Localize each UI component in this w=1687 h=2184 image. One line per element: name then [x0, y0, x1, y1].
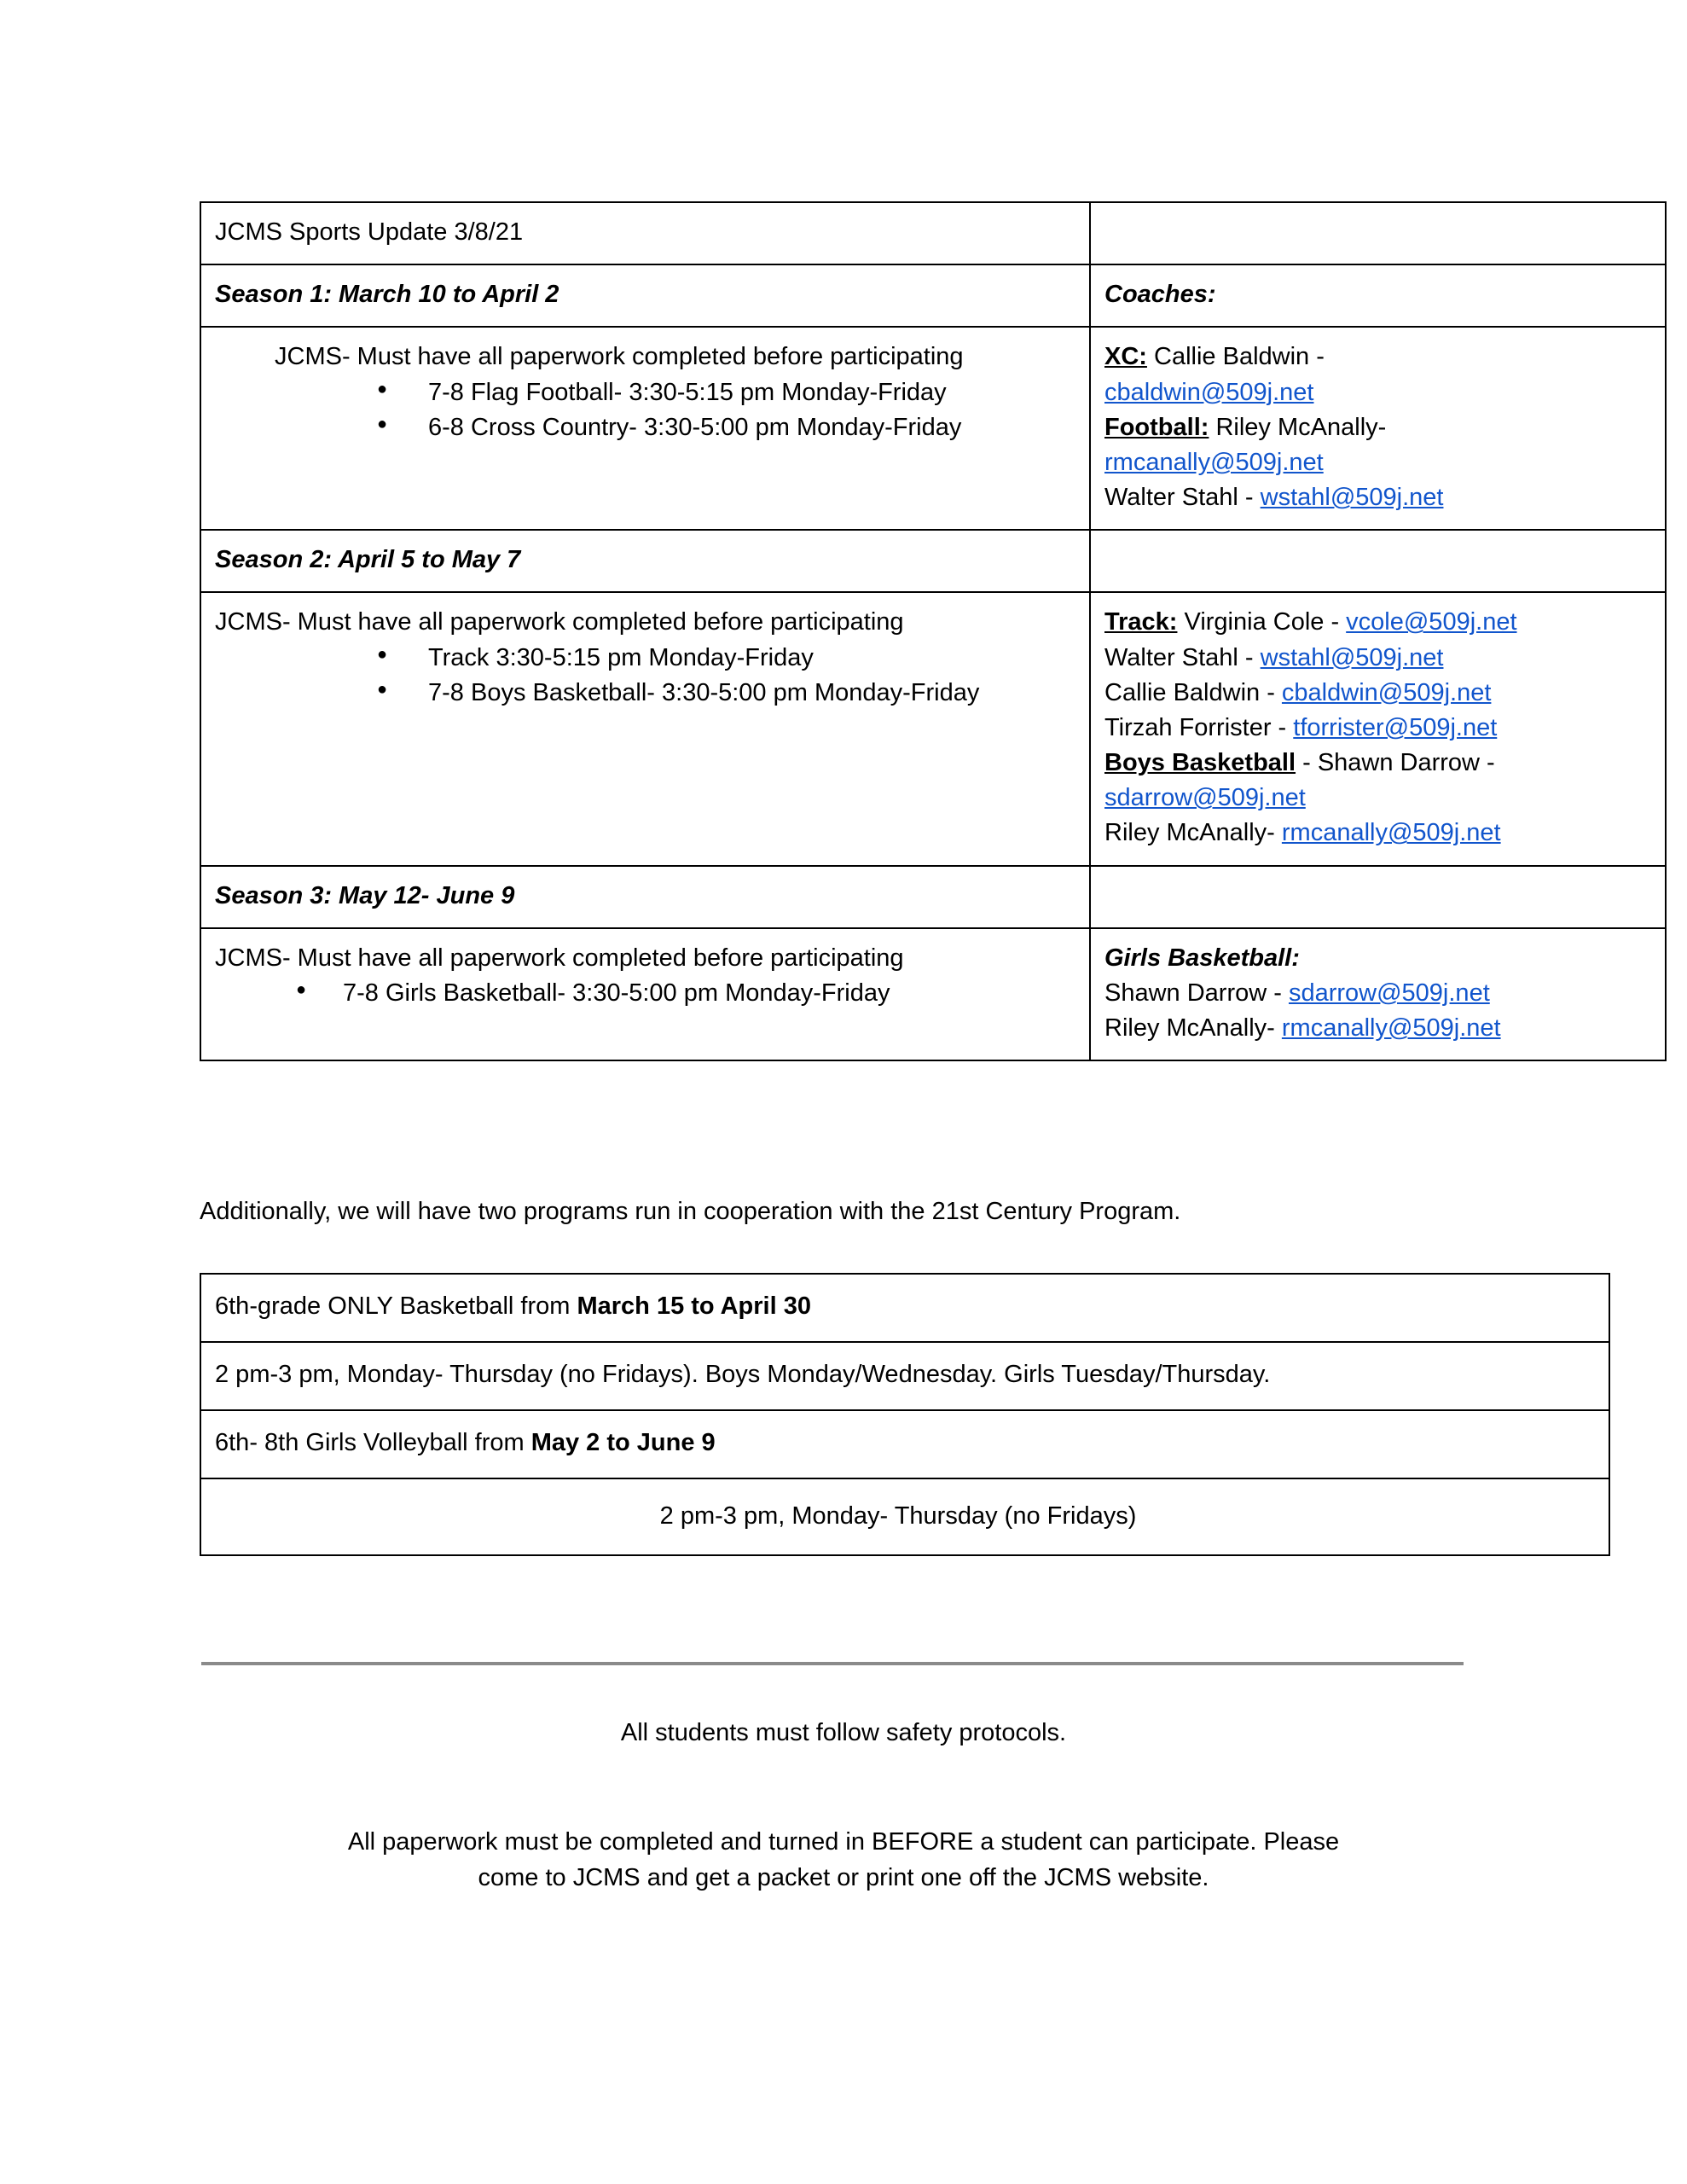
coach-entry-track — [1104, 605, 1651, 640]
email-link-sdarrow-girls[interactable]: sdarrow@509j.net — [1288, 979, 1490, 1007]
email-link-rmcanally-bb[interactable]: rmcanally@509j.net — [1281, 819, 1501, 847]
season2-activity-list — [215, 641, 1075, 711]
season1-activities-cell — [200, 327, 1090, 530]
season3-heading-empty-cell — [1090, 866, 1666, 928]
table-row-volleyball-title — [200, 1410, 1609, 1478]
coach-entry-boys-basketball — [1104, 746, 1651, 781]
table-row-season2-heading — [200, 530, 1666, 592]
coach-name-xc: Callie Baldwin - — [1146, 343, 1325, 371]
email-link-sdarrow[interactable]: sdarrow@509j.net — [1104, 784, 1306, 812]
table-row-volleyball-detail — [200, 1478, 1609, 1555]
coach-email-xc-line — [1104, 375, 1651, 410]
program-title-prefix-basketball: 6th-grade ONLY Basketball from — [215, 1292, 577, 1320]
sport-label-xc: XC: — [1104, 343, 1147, 371]
paperwork-notice-line1: All paperwork must be completed and turned in BEFORE a student can participate. Please — [347, 1828, 1340, 1856]
coach-entry-boys-basketball-2 — [1104, 816, 1651, 851]
season1-requirement: JCMS- Must have all paperwork completed before participating — [275, 343, 964, 371]
season2-coaches-cell — [1090, 592, 1666, 865]
season3-activities-cell — [200, 928, 1090, 1061]
coach-entry-football-assistant — [1104, 480, 1651, 515]
coach-name-cbaldwin-track: Callie Baldwin - — [1104, 678, 1282, 706]
sport-label-boys-basketball: Boys Basketball — [1104, 749, 1296, 777]
coach-name-sdarrow-girls: Shawn Darrow - — [1104, 979, 1289, 1007]
coach-name-rmcanally-bb: Riley McAnally- — [1104, 819, 1282, 847]
coach-email-football-line — [1104, 445, 1651, 480]
season1-activity-list — [215, 375, 1075, 445]
email-link-cbaldwin-track[interactable]: cbaldwin@509j.net — [1281, 678, 1492, 706]
footer-notices — [161, 1715, 1526, 1896]
table-row-season1-content — [200, 327, 1666, 530]
coach-name-wstahl-track: Walter Stahl - — [1104, 643, 1261, 671]
sport-label-football: Football: — [1104, 413, 1209, 441]
document-title-cell — [200, 202, 1090, 264]
table-row-title — [200, 202, 1666, 264]
season2-requirement: JCMS- Must have all paperwork completed before participating — [215, 608, 904, 636]
program-title-volleyball — [200, 1410, 1609, 1478]
coach-name-football: Riley McAnally- — [1209, 413, 1387, 441]
email-link-wstahl-track[interactable]: wstahl@509j.net — [1260, 643, 1444, 671]
page-title: JCMS Sports Update 3/8/21 — [215, 218, 524, 246]
email-link-wstahl[interactable]: wstahl@509j.net — [1260, 484, 1444, 512]
sport-label-track: Track: — [1104, 608, 1178, 636]
table-row-season1-heading — [200, 264, 1666, 327]
coach-entry-track-3 — [1104, 676, 1651, 711]
coach-name-sdarrow: - Shawn Darrow - — [1296, 749, 1495, 777]
seasons-table — [200, 201, 1667, 1061]
email-link-rmcanally[interactable]: rmcanally@509j.net — [1104, 448, 1324, 476]
coach-entry-girls-2 — [1104, 1011, 1651, 1046]
season2-activities-cell — [200, 592, 1090, 865]
horizontal-divider — [201, 1662, 1464, 1665]
sport-label-girls-basketball: Girls Basketball: — [1104, 944, 1300, 972]
program-dates-basketball: March 15 to April 30 — [577, 1292, 811, 1320]
safety-protocol-notice: All students must follow safety protocols. — [620, 1719, 1067, 1746]
coach-name-wstahl: Walter Stahl - — [1104, 484, 1261, 512]
coaches-header-label: Coaches: — [1090, 264, 1666, 327]
coach-entry-girls-1 — [1104, 976, 1651, 1011]
coach-entry-track-2 — [1104, 641, 1651, 676]
season3-coaches-cell — [1090, 928, 1666, 1061]
email-link-rmcanally-girls[interactable]: rmcanally@509j.net — [1281, 1014, 1501, 1043]
list-item: ● 7-8 Girls Basketball- 3:30-5:00 pm Monday-Friday — [215, 976, 1075, 1011]
list-item: ● 7-8 Flag Football- 3:30-5:15 pm Monday-Friday — [215, 375, 1075, 410]
email-link-cbaldwin[interactable]: cbaldwin@509j.net — [1104, 378, 1314, 406]
program-title-basketball — [200, 1274, 1609, 1342]
season3-activity-list — [215, 976, 1075, 1011]
season3-requirement: JCMS- Must have all paperwork completed before participating — [215, 944, 904, 972]
coach-name-vcole: Virginia Cole - — [1177, 608, 1347, 636]
program-detail-basketball: 2 pm-3 pm, Monday- Thursday (no Fridays). Boys Monday/Wednesday. Girls Tuesday/Thursday. — [200, 1342, 1609, 1410]
list-item: ● 7-8 Boys Basketball- 3:30-5:00 pm Monday-Friday — [215, 676, 1075, 711]
table-row-season3-content — [200, 928, 1666, 1061]
coach-email-sdarrow-line — [1104, 781, 1651, 816]
season2-heading-empty-cell — [1090, 530, 1666, 592]
coach-entry-xc — [1104, 340, 1651, 375]
table-row-season2-content — [200, 592, 1666, 865]
table-row-basketball-title — [200, 1274, 1609, 1342]
email-link-tforrister[interactable]: tforrister@509j.net — [1293, 713, 1498, 741]
table-row-season3-heading — [200, 866, 1666, 928]
season3-heading: Season 3: May 12- June 9 — [200, 866, 1090, 928]
paperwork-notice-line2: come to JCMS and get a packet or print one off the JCMS website. — [478, 1864, 1209, 1892]
programs-table — [200, 1273, 1610, 1556]
season1-heading: Season 1: March 10 to April 2 — [200, 264, 1090, 327]
list-item: ● Track 3:30-5:15 pm Monday-Friday — [215, 641, 1075, 676]
program-title-prefix-volleyball: 6th- 8th Girls Volleyball from — [215, 1429, 531, 1457]
coach-name-tforrister: Tirzah Forrister - — [1104, 713, 1294, 741]
coach-entry-track-4 — [1104, 711, 1651, 746]
title-row-empty-cell — [1090, 202, 1666, 264]
additional-programs-note: Additionally, we will have two programs run in cooperation with the 21st Century Program. — [200, 1198, 1181, 1225]
program-detail-volleyball: 2 pm-3 pm, Monday- Thursday (no Fridays) — [200, 1478, 1609, 1555]
coach-name-rmcanally-girls: Riley McAnally- — [1104, 1014, 1282, 1043]
season1-coaches-cell — [1090, 327, 1666, 530]
program-dates-volleyball: May 2 to June 9 — [530, 1429, 716, 1457]
season2-heading: Season 2: April 5 to May 7 — [200, 530, 1090, 592]
coach-entry-football — [1104, 410, 1651, 445]
list-item: ● 6-8 Cross Country- 3:30-5:00 pm Monday-Friday — [215, 410, 1075, 445]
table-row-basketball-detail — [200, 1342, 1609, 1410]
footer-spacer — [161, 1751, 1526, 1824]
email-link-vcole[interactable]: vcole@509j.net — [1346, 608, 1517, 636]
